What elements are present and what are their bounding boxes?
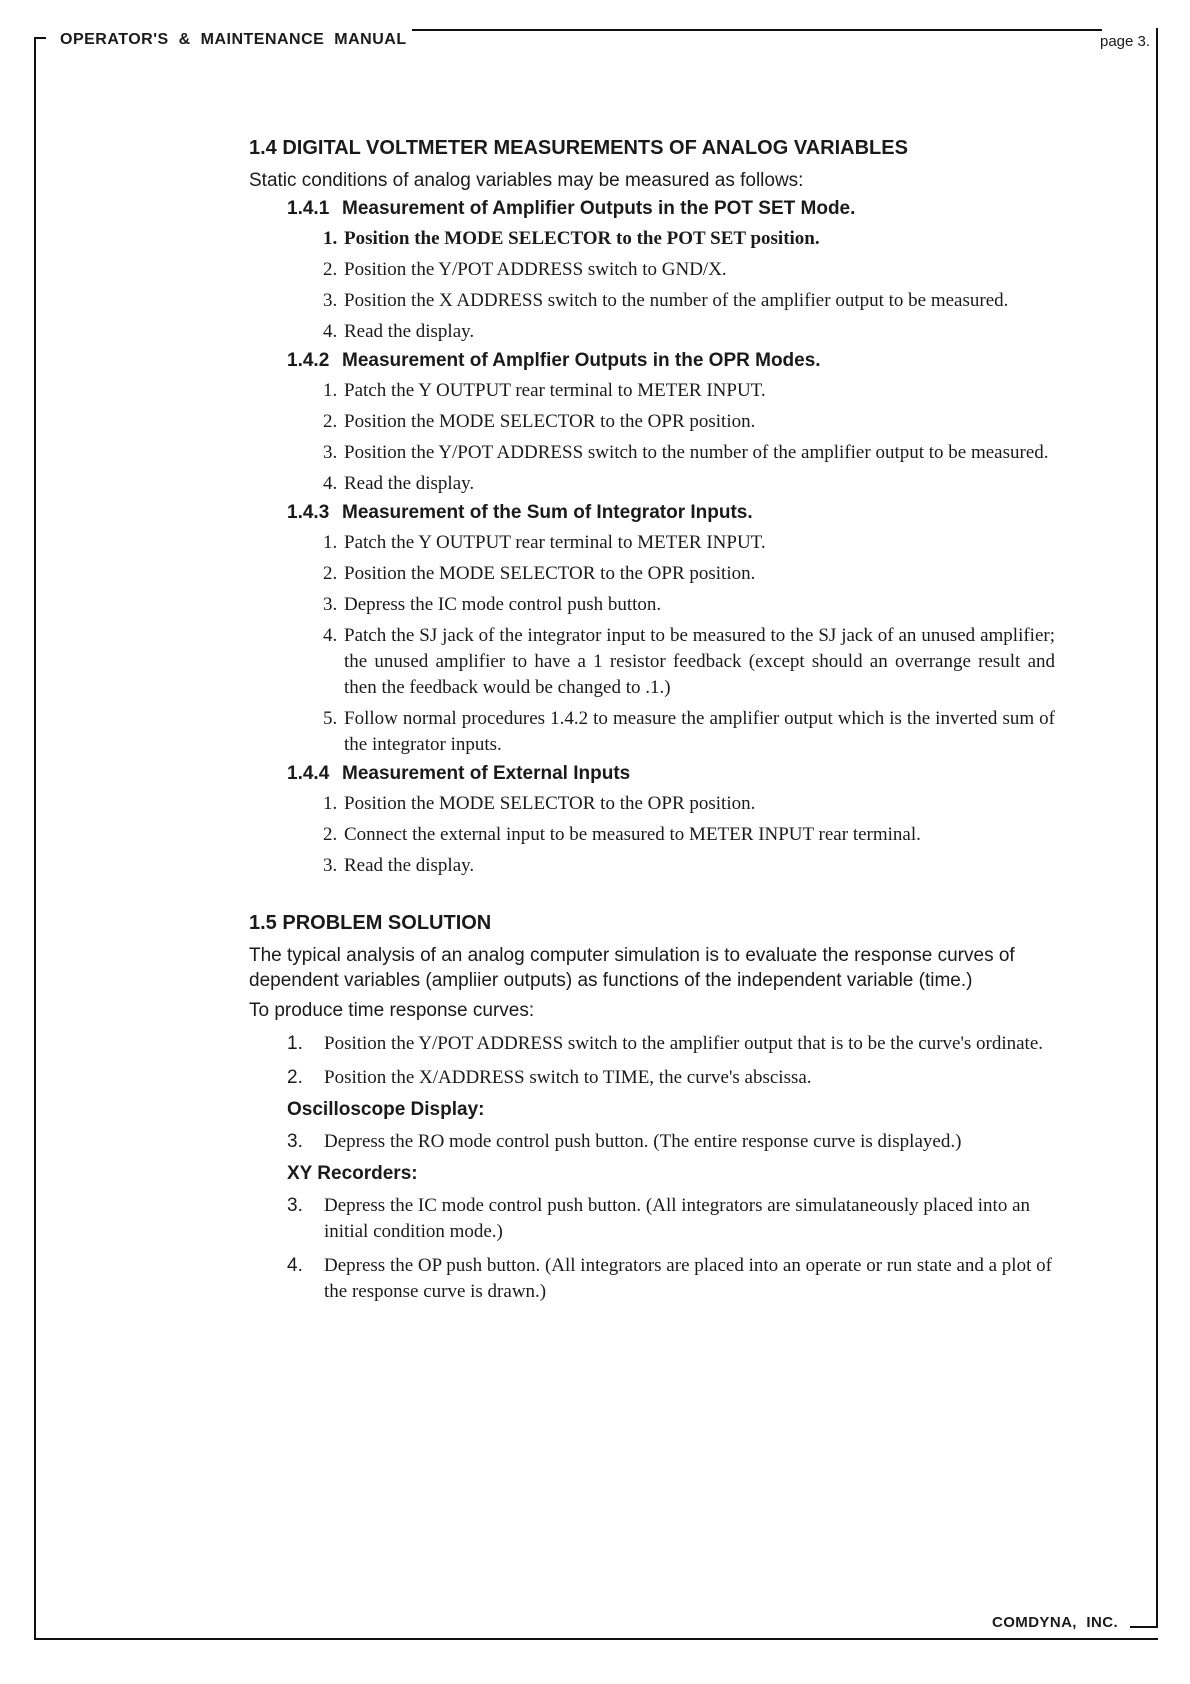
list-item xyxy=(249,706,1055,758)
oscilloscope-step-list xyxy=(249,1129,1055,1155)
subsection-number: 1.4.3 xyxy=(287,502,330,523)
step-number: 1. xyxy=(287,1033,303,1054)
list-item xyxy=(249,1129,1055,1155)
subsection-title: Measurement of External Inputs xyxy=(342,763,631,784)
step-text: Connect the external input to be measured to METER INPUT rear terminal. xyxy=(344,824,921,845)
step-number: 2. xyxy=(323,563,338,584)
step-text: Depress the RO mode control push button. (The entire response curve is displayed.) xyxy=(324,1131,962,1152)
list-item xyxy=(249,440,1055,466)
step-number: 4. xyxy=(323,473,338,494)
list-item xyxy=(249,257,1055,283)
step-number: 1. xyxy=(323,793,338,814)
section-intro: Static conditions of analog variables may be measured as follows: xyxy=(249,170,804,191)
subsection-number: 1.4.1 xyxy=(287,198,330,219)
step-number: 4. xyxy=(287,1255,303,1276)
list-item xyxy=(249,530,1055,556)
list-item xyxy=(249,561,1055,587)
subsection-heading xyxy=(287,763,1055,785)
step-text: Depress the OP push button. (All integrators are placed into an operate or run state and a plot of the response curve is drawn.) xyxy=(324,1255,1052,1302)
step-text: Patch the Y OUTPUT rear terminal to METER INPUT. xyxy=(344,380,766,401)
oscilloscope-heading: Oscilloscope Display: xyxy=(287,1099,485,1120)
step-number: 3. xyxy=(323,594,338,615)
step-number: 5. xyxy=(323,708,338,729)
step-number: 2. xyxy=(287,1067,303,1088)
step-text: Follow normal procedures 1.4.2 to measure the amplifier output which is the inverted sum of the integrator inputs. xyxy=(344,708,1055,755)
list-item xyxy=(249,822,1055,848)
step-text: Position the MODE SELECTOR to the OPR position. xyxy=(344,793,756,814)
page-border-bottom xyxy=(34,1638,1158,1640)
page-content xyxy=(249,137,1055,1313)
step-text: Depress the IC mode control push button. (All integrators are simulataneously placed into an initial condition mode.) xyxy=(324,1195,1030,1242)
list-item xyxy=(249,1193,1055,1245)
step-text: Position the Y/POT ADDRESS switch to GND/X. xyxy=(344,259,727,280)
solution-step-list xyxy=(249,1031,1055,1091)
page-border-left xyxy=(34,38,36,1640)
footer-rule xyxy=(1130,1626,1158,1628)
step-number: 1. xyxy=(323,532,338,553)
step-list xyxy=(249,226,1055,345)
list-item xyxy=(249,319,1055,345)
header-rule xyxy=(412,29,1102,31)
step-number: 4. xyxy=(323,625,338,646)
step-list xyxy=(249,791,1055,879)
step-number: 3. xyxy=(287,1131,303,1152)
step-number: 2. xyxy=(323,411,338,432)
step-text: Patch the Y OUTPUT rear terminal to METER INPUT. xyxy=(344,532,766,553)
list-item xyxy=(249,791,1055,817)
list-item xyxy=(249,1065,1055,1091)
step-number: 2. xyxy=(323,259,338,280)
subsection-title: Measurement of Amplfier Outputs in the OPR Modes. xyxy=(342,350,821,371)
step-text: Read the display. xyxy=(344,321,475,342)
step-number: 2. xyxy=(323,824,338,845)
subsection-title: Measurement of Amplifier Outputs in the POT SET Mode. xyxy=(342,198,856,219)
step-text: Position the X/ADDRESS switch to TIME, the curve's abscissa. xyxy=(324,1067,812,1088)
list-item xyxy=(249,592,1055,618)
manual-title: OPERATOR'S & MAINTENANCE MANUAL xyxy=(60,31,407,48)
step-number: 4. xyxy=(323,321,338,342)
step-text: Position the X ADDRESS switch to the number of the amplifier output to be measured. xyxy=(344,290,1009,311)
subsection-number: 1.4.4 xyxy=(287,763,330,784)
subsection-heading xyxy=(287,350,1055,372)
company-name: COMDYNA, INC. xyxy=(992,1614,1119,1631)
step-list xyxy=(249,378,1055,497)
list-item xyxy=(249,853,1055,879)
section-heading-1-5: 1.5 PROBLEM SOLUTION xyxy=(249,912,492,934)
step-number: 1. xyxy=(323,228,338,249)
step-text: Position the Y/POT ADDRESS switch to the amplifier output that is to be the curve's ordinate. xyxy=(324,1033,1044,1054)
step-number: 3. xyxy=(323,290,338,311)
step-number: 1. xyxy=(323,380,338,401)
page-number: page 3. xyxy=(1100,33,1151,50)
subsection-number: 1.4.2 xyxy=(287,350,330,371)
section-paragraph: The typical analysis of an analog computer simulation is to evaluate the response curves of dependent variables (ampliier outputs) as functions of the independent variable (time.) xyxy=(249,945,1015,991)
step-text: Read the display. xyxy=(344,855,475,876)
list-item xyxy=(249,288,1055,314)
section-paragraph: To produce time response curves: xyxy=(249,1000,535,1021)
step-text: Read the display. xyxy=(344,473,475,494)
list-item xyxy=(249,623,1055,701)
section-heading-1-4: 1.4 DIGITAL VOLTMETER MEASUREMENTS OF ANALOG VARIABLES xyxy=(249,137,908,159)
page-border-top-left xyxy=(34,37,46,39)
list-item xyxy=(249,1253,1055,1305)
step-text: Patch the SJ jack of the integrator input to be measured to the SJ jack of an unused amplifier; the unused amplifier to have a 1 resistor feedback (except should an overrange result and then the feedback would be changed to .1.) xyxy=(344,625,1055,698)
step-number: 3. xyxy=(323,855,338,876)
list-item xyxy=(249,1031,1055,1057)
list-item xyxy=(249,471,1055,497)
list-item xyxy=(249,409,1055,435)
xy-recorders-heading: XY Recorders: xyxy=(287,1163,418,1184)
step-text: Depress the IC mode control push button. xyxy=(344,594,662,615)
subsection-heading xyxy=(287,198,1055,220)
step-text: Position the MODE SELECTOR to the OPR position. xyxy=(344,411,756,432)
list-item xyxy=(249,226,1055,252)
step-list xyxy=(249,530,1055,758)
xy-recorder-step-list xyxy=(249,1193,1055,1305)
step-number: 3. xyxy=(287,1195,303,1216)
subsection-title: Measurement of the Sum of Integrator Inputs. xyxy=(342,502,753,523)
step-text: Position the Y/POT ADDRESS switch to the number of the amplifier output to be measured. xyxy=(344,442,1049,463)
step-number: 3. xyxy=(323,442,338,463)
step-text: Position the MODE SELECTOR to the OPR position. xyxy=(344,563,756,584)
list-item xyxy=(249,378,1055,404)
subsection-heading xyxy=(287,502,1055,524)
page-border-right xyxy=(1156,28,1158,1626)
step-text: Position the MODE SELECTOR to the POT SET position. xyxy=(344,228,820,249)
